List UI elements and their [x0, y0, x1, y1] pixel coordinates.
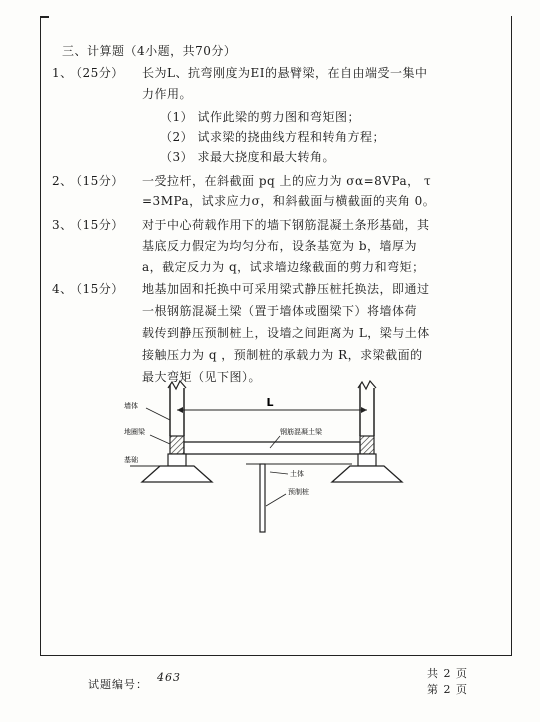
right-footing — [332, 454, 402, 482]
wall-label: 墙体 — [124, 402, 138, 410]
question-4-number: 4、 — [52, 282, 73, 296]
ring-beam-label: 地圈梁 — [124, 428, 145, 436]
section-title: 三、计算题（4小题，共70分） — [62, 44, 237, 58]
right-wall — [358, 381, 376, 454]
question-4-line-1: 地基加固和托换中可采用梁式静压桩托换法，即通过 — [142, 282, 430, 296]
exam-code-label: 试题编号： — [88, 678, 148, 691]
question-2-line-1: 一受拉杆，在斜截面 pq 上的应力为 σα=8VPa， τ — [142, 174, 432, 188]
question-3-line-2: 基底反力假定为均匀分布，设条基宽为 b，墙厚为 — [142, 239, 417, 253]
question-1-line-1: 长为L、抗弯刚度为EI的悬臂梁，在自由端受一集中 — [142, 66, 428, 80]
question-1-sub-1: （1） 试作此梁的剪力图和弯矩图； — [160, 110, 360, 124]
page-number: 第 2 页 — [427, 683, 468, 696]
span-label: L — [266, 396, 274, 409]
question-3-number: 3、 — [52, 218, 73, 232]
rc-beam-label: 钢筋混凝土梁 — [280, 428, 322, 436]
question-4-points: （15分） — [70, 282, 124, 296]
left-wall — [168, 381, 186, 454]
question-1-line-2: 力作用。 — [142, 87, 193, 101]
total-pages: 共 2 页 — [427, 667, 468, 680]
question-1-sub-3: （3） 求最大挠度和最大转角。 — [160, 150, 335, 164]
question-1-number: 1、 — [52, 66, 73, 80]
exam-code-value: 463 — [157, 671, 181, 684]
pile-label: 预制桩 — [288, 488, 309, 496]
soil-label: 土体 — [290, 470, 304, 478]
precast-pile — [260, 464, 265, 532]
question-1-sub-2: （2） 试求梁的挠曲线方程和转角方程； — [160, 130, 385, 144]
question-4-line-5: 最大弯矩（见下图）。 — [142, 370, 262, 384]
question-2-line-2: =3MPa，试求应力σ，和斜截面与横截面的夹角 0。 — [142, 194, 436, 208]
question-2-number: 2、 — [52, 174, 73, 188]
question-4-line-2: 一根钢筋混凝土梁（置于墙体或圈梁下）将墙体荷 — [142, 304, 418, 318]
question-1-points: （25分） — [70, 66, 124, 80]
question-3-line-1: 对于中心荷载作用下的墙下钢筋混凝土条形基础，其 — [142, 218, 430, 232]
left-footing — [130, 454, 212, 482]
foundation-label: 基础 — [124, 456, 138, 464]
question-3-line-3: a，截定反力为 q，试求墙边缘截面的剪力和弯矩； — [142, 260, 425, 274]
question-4-line-3: 载传到静压预制桩上，设墙之间距离为 L，梁与土体 — [142, 326, 430, 340]
question-4-line-4: 接触压力为 q ，预制桩的承载力为 R，求梁截面的 — [142, 348, 423, 362]
question-2-points: （15分） — [70, 174, 124, 188]
rc-beam — [184, 442, 360, 454]
question-3-points: （15分） — [70, 218, 124, 232]
pile-underpinning-figure — [120, 380, 420, 540]
